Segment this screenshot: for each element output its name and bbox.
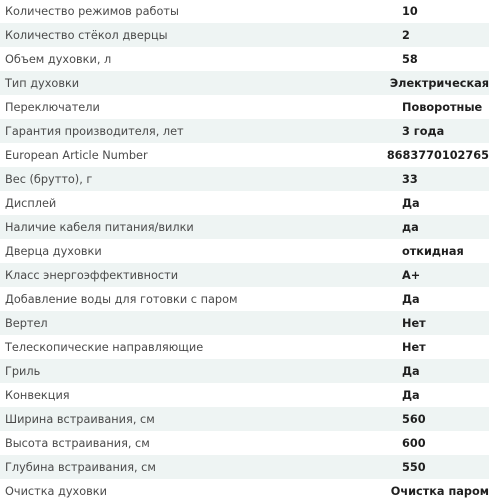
spec-value: 33 xyxy=(402,172,418,186)
spec-row-built-in-depth xyxy=(0,455,489,479)
spec-row-gross-weight xyxy=(0,167,489,191)
spec-value: да xyxy=(402,220,419,234)
spec-value: Да xyxy=(402,196,420,210)
spec-label: Количество стёкол дверцы xyxy=(5,28,168,42)
spec-label: Тип духовки xyxy=(5,76,80,90)
spec-row-oven-cleaning xyxy=(0,479,489,503)
spec-label: European Article Number xyxy=(5,148,148,162)
spec-row-grill xyxy=(0,359,489,383)
spec-label: Количество режимов работы xyxy=(5,4,179,18)
spec-label: Переключатели xyxy=(5,100,100,114)
spec-value: Нет xyxy=(402,316,426,330)
spec-row-ean xyxy=(0,143,489,167)
spec-label: Ширина встраивания, см xyxy=(5,412,155,426)
spec-row-power-cable xyxy=(0,215,489,239)
spec-value: 3 года xyxy=(402,124,445,138)
spec-value: 600 xyxy=(402,436,426,450)
spec-label: Дверца духовки xyxy=(5,244,102,258)
spec-label: Дисплей xyxy=(5,196,57,210)
spec-label: Наличие кабеля питания/вилки xyxy=(5,220,194,234)
spec-row-built-in-height xyxy=(0,431,489,455)
spec-value: Да xyxy=(402,292,420,306)
spec-row-door-glass-count xyxy=(0,23,489,47)
spec-value: Да xyxy=(402,364,420,378)
spec-value: A+ xyxy=(402,268,421,282)
spec-value: Да xyxy=(402,388,420,402)
spec-label: Вертел xyxy=(5,316,48,330)
spec-row-convection xyxy=(0,383,489,407)
spec-label: Телескопические направляющие xyxy=(5,340,204,354)
spec-label: Вес (брутто), г xyxy=(5,172,93,186)
spec-row-switches xyxy=(0,95,489,119)
spec-label: Конвекция xyxy=(5,388,70,402)
spec-value: 58 xyxy=(402,52,418,66)
spec-label: Очистка духовки xyxy=(5,484,107,498)
spec-label: Гриль xyxy=(5,364,41,378)
spec-value: 2 xyxy=(402,28,410,42)
spec-value: 550 xyxy=(402,460,426,474)
spec-value: Электрическая xyxy=(389,76,489,90)
spec-label: Добавление воды для готовки с паром xyxy=(5,292,238,306)
spec-row-oven-type xyxy=(0,71,489,95)
spec-value: 560 xyxy=(402,412,426,426)
spec-value: Нет xyxy=(402,340,426,354)
spec-row-energy-class xyxy=(0,263,489,287)
spec-row-steam-water xyxy=(0,287,489,311)
spec-row-telescopic-rails xyxy=(0,335,489,359)
spec-row-warranty xyxy=(0,119,489,143)
spec-row-rotisserie xyxy=(0,311,489,335)
spec-value: Очистка паром xyxy=(390,484,489,498)
spec-value: откидная xyxy=(402,244,464,258)
spec-value: Поворотные xyxy=(402,100,483,114)
spec-label: Объем духовки, л xyxy=(5,52,112,66)
spec-label: Высота встраивания, см xyxy=(5,436,150,450)
spec-label: Гарантия производителя, лет xyxy=(5,124,184,138)
spec-row-modes-count xyxy=(0,0,489,23)
spec-row-oven-volume xyxy=(0,47,489,71)
spec-row-oven-door xyxy=(0,239,489,263)
spec-value: 10 xyxy=(402,4,418,18)
spec-value: 8683770102765 xyxy=(386,148,489,162)
spec-label: Класс энергоэффективности xyxy=(5,268,179,282)
spec-label: Глубина встраивания, см xyxy=(5,460,156,474)
spec-row-display xyxy=(0,191,489,215)
spec-row-built-in-width xyxy=(0,407,489,431)
